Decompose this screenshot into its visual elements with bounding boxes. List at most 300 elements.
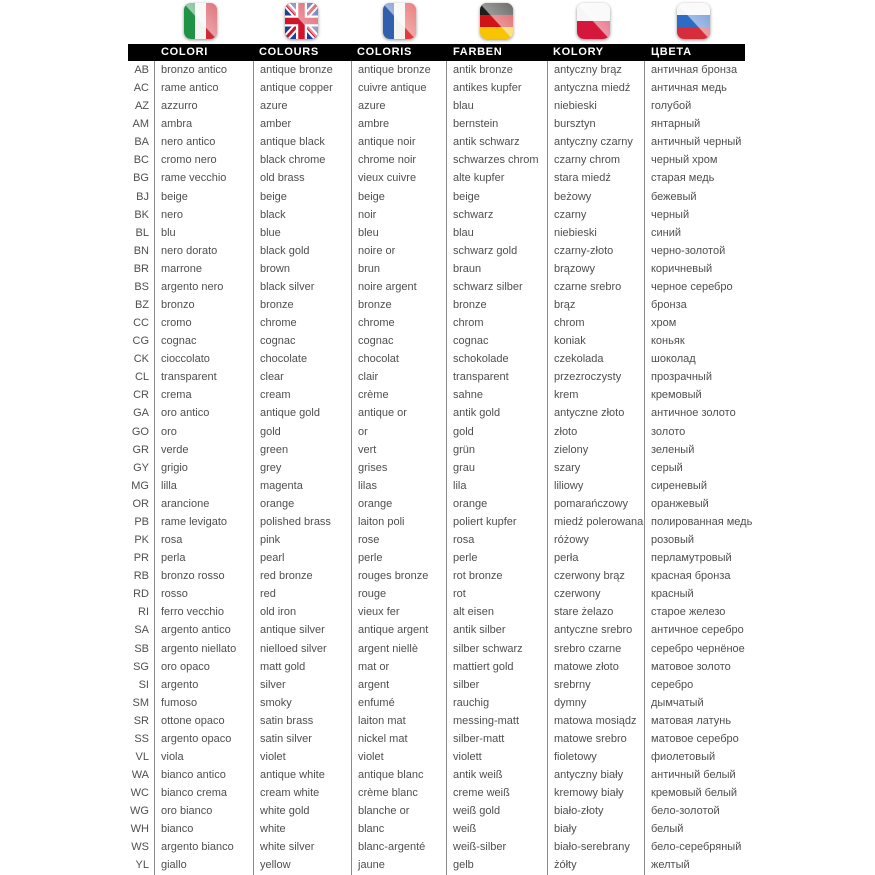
cell-de: transparent — [447, 368, 548, 386]
cell-en: red — [254, 585, 352, 603]
cell-ru: матовое серебро — [651, 732, 739, 745]
cell-it: bianco — [155, 820, 254, 838]
row-code: SS — [128, 730, 155, 748]
cell-fr: bronze — [352, 296, 447, 314]
cell-it: argento — [155, 676, 254, 694]
cell-fr: antique bronze — [352, 61, 447, 79]
cell-it: nero antico — [155, 133, 254, 151]
cell-it: transparent — [155, 368, 254, 386]
cell-ru: бело-золотой — [651, 805, 720, 818]
row-code: BK — [128, 206, 155, 224]
cell-de: alte kupfer — [447, 169, 548, 187]
cell-it: crema — [155, 386, 254, 404]
cell-ru: коньяк — [651, 335, 685, 348]
cell-pl: srebro czarne — [548, 640, 645, 658]
cell-en: grey — [254, 459, 352, 477]
cell-pl: antyczna miedź — [548, 79, 645, 97]
row-code: GY — [128, 459, 155, 477]
cell-en: black chrome — [254, 151, 352, 169]
cell-fr: crème — [352, 386, 447, 404]
cell-en: gold — [254, 423, 352, 441]
cell-de: antik silber — [447, 621, 548, 639]
cell-fr: laiton poli — [352, 513, 447, 531]
cell-ru: серебро — [651, 678, 694, 691]
cell-fr: or — [352, 423, 447, 441]
cell-pl: żółty — [548, 856, 645, 874]
cell-de: beige — [447, 188, 548, 206]
cell-ru: черный хром — [651, 154, 718, 167]
cell-ru: кремовый белый — [651, 787, 738, 800]
cell-fr: orange — [352, 495, 447, 513]
row-code: AB — [128, 61, 155, 79]
cell-de: antik bronze — [447, 61, 548, 79]
cell-ru: бронза — [651, 299, 687, 312]
cell-pl: czekolada — [548, 350, 645, 368]
cell-en: black — [254, 206, 352, 224]
cell-pl: biało-złoty — [548, 802, 645, 820]
cell-de: violett — [447, 748, 548, 766]
row-code: VL — [128, 748, 155, 766]
cell-it: rame levigato — [155, 513, 254, 531]
cell-pl: pomarańczowy — [548, 495, 645, 513]
cell-it: rame antico — [155, 79, 254, 97]
cell-it: ambra — [155, 115, 254, 133]
cell-fr: enfumé — [352, 694, 447, 712]
cell-it: arancione — [155, 495, 254, 513]
cell-pl: czarny — [548, 206, 645, 224]
row-code: BZ — [128, 296, 155, 314]
row-code: GA — [128, 404, 155, 422]
cell-en: antique bronze — [254, 61, 352, 79]
cell-ru: дымчатый — [651, 696, 704, 709]
cell-en: silver — [254, 676, 352, 694]
cell-it: ottone opaco — [155, 712, 254, 730]
cell-it: marrone — [155, 260, 254, 278]
cell-de: perle — [447, 549, 548, 567]
cell-en: azure — [254, 97, 352, 115]
cell-en: white silver — [254, 838, 352, 856]
cell-fr: cognac — [352, 332, 447, 350]
cell-fr: violet — [352, 748, 447, 766]
cell-pl: czerwony brąz — [548, 567, 645, 585]
cell-ru: серый — [651, 461, 683, 474]
cell-pl: czarne srebro — [548, 278, 645, 296]
row-code: BG — [128, 169, 155, 187]
italy-flag-icon — [184, 3, 217, 39]
cell-de: creme weiß — [447, 784, 548, 802]
cell-de: weiß-silber — [447, 838, 548, 856]
row-code: BA — [128, 133, 155, 151]
column-header-colours: COLOURS — [259, 46, 319, 58]
cell-pl: bursztyn — [548, 115, 645, 133]
cell-ru: шоколад — [651, 353, 696, 366]
cell-pl: niebieski — [548, 224, 645, 242]
cell-pl: biały — [548, 820, 645, 838]
cell-fr: chrome noir — [352, 151, 447, 169]
row-code: CL — [128, 368, 155, 386]
cell-it: giallo — [155, 856, 254, 874]
cell-de: messing-matt — [447, 712, 548, 730]
cell-en: smoky — [254, 694, 352, 712]
cell-fr: beige — [352, 188, 447, 206]
cell-pl: czarny-złoto — [548, 242, 645, 260]
row-code: WG — [128, 802, 155, 820]
cell-en: blue — [254, 224, 352, 242]
cell-fr: chocolat — [352, 350, 447, 368]
cell-de: schokolade — [447, 350, 548, 368]
cell-en: bronze — [254, 296, 352, 314]
cell-ru: желтый — [651, 859, 690, 872]
cell-fr: antique or — [352, 404, 447, 422]
cell-pl: antyczny brąz — [548, 61, 645, 79]
poland-flag-icon — [577, 3, 610, 39]
cell-pl: perła — [548, 549, 645, 567]
cell-it: argento niellato — [155, 640, 254, 658]
cell-fr: mat or — [352, 658, 447, 676]
column-header-kolory: KOLORY — [553, 46, 604, 58]
column-header-bar — [128, 44, 745, 61]
cell-it: ferro vecchio — [155, 603, 254, 621]
cell-fr: clair — [352, 368, 447, 386]
row-code: OR — [128, 495, 155, 513]
cell-ru: античная бронза — [651, 64, 738, 76]
cell-pl: miedź polerowana — [548, 513, 645, 531]
cell-en: polished brass — [254, 513, 352, 531]
cell-ru: хром — [651, 317, 677, 330]
cell-en: yellow — [254, 856, 352, 874]
cell-ru: перламутровый — [651, 552, 732, 565]
column-header-cveta: ЦВЕТА — [651, 46, 692, 58]
russia-flag-icon — [677, 3, 710, 39]
cell-fr: rouges bronze — [352, 567, 447, 585]
cell-it: rame vecchio — [155, 169, 254, 187]
row-code: CK — [128, 350, 155, 368]
cell-it: verde — [155, 441, 254, 459]
row-code: MG — [128, 477, 155, 495]
cell-it: bianco crema — [155, 784, 254, 802]
row-code: BN — [128, 242, 155, 260]
cell-en: matt gold — [254, 658, 352, 676]
cell-en: white — [254, 820, 352, 838]
cell-pl: złoto — [548, 423, 645, 441]
cell-fr: noire argent — [352, 278, 447, 296]
cell-it: oro antico — [155, 404, 254, 422]
row-code: BJ — [128, 188, 155, 206]
cell-it: cognac — [155, 332, 254, 350]
cell-pl: matowa mosiądz — [548, 712, 645, 730]
cell-it: argento antico — [155, 621, 254, 639]
cell-en: chocolate — [254, 350, 352, 368]
cell-de: weiß — [447, 820, 548, 838]
cell-fr: azure — [352, 97, 447, 115]
cell-pl: czarny chrom — [548, 151, 645, 169]
cell-ru: матовое золото — [651, 660, 731, 673]
cell-it: bianco antico — [155, 766, 254, 784]
cell-fr: noire or — [352, 242, 447, 260]
cell-de: rot bronze — [447, 567, 548, 585]
cell-ru: старая медь — [651, 172, 715, 185]
cell-fr: rouge — [352, 585, 447, 603]
cell-ru: оранжевый — [651, 497, 709, 510]
column-header-coloris: COLORIS — [357, 46, 413, 58]
cell-fr: antique noir — [352, 133, 447, 151]
cell-it: fumoso — [155, 694, 254, 712]
row-code: CR — [128, 386, 155, 404]
column-header-colori: COLORI — [161, 46, 208, 58]
row-code: AC — [128, 79, 155, 97]
cell-pl: antyczny biały — [548, 766, 645, 784]
cell-de: blau — [447, 97, 548, 115]
row-code: CC — [128, 314, 155, 332]
cell-pl: matowe srebro — [548, 730, 645, 748]
germany-flag-icon — [480, 3, 513, 39]
cell-fr: noir — [352, 206, 447, 224]
cell-de: silber schwarz — [447, 640, 548, 658]
cell-pl: stare żelazo — [548, 603, 645, 621]
cell-en: antique black — [254, 133, 352, 151]
cell-ru: черно-золотой — [651, 244, 726, 257]
cell-it: nero dorato — [155, 242, 254, 260]
cell-en: satin brass — [254, 712, 352, 730]
cell-de: schwarz silber — [447, 278, 548, 296]
cell-pl: koniak — [548, 332, 645, 350]
row-code: WH — [128, 820, 155, 838]
cell-pl: biało-serebrany — [548, 838, 645, 856]
cell-ru: бежевый — [651, 190, 697, 203]
cell-fr: perle — [352, 549, 447, 567]
cell-ru: кремовый — [651, 389, 702, 402]
cell-en: cream white — [254, 784, 352, 802]
cell-it: bronzo — [155, 296, 254, 314]
cell-fr: cuivre antique — [352, 79, 447, 97]
cell-ru: старое железо — [651, 606, 726, 619]
cell-pl: dymny — [548, 694, 645, 712]
cell-ru: матовая латунь — [651, 714, 732, 727]
row-code: BC — [128, 151, 155, 169]
cell-en: white gold — [254, 802, 352, 820]
cell-it: perla — [155, 549, 254, 567]
row-code: AZ — [128, 97, 155, 115]
cell-ru: прозрачный — [651, 371, 712, 384]
cell-pl: czerwony — [548, 585, 645, 603]
cell-de: grün — [447, 441, 548, 459]
cell-pl: liliowy — [548, 477, 645, 495]
cell-en: brown — [254, 260, 352, 278]
cell-en: orange — [254, 495, 352, 513]
cell-it: oro — [155, 423, 254, 441]
cell-en: chrome — [254, 314, 352, 332]
row-code: RB — [128, 567, 155, 585]
cell-ru: античный белый — [651, 769, 736, 782]
cell-it: cromo nero — [155, 151, 254, 169]
cell-pl: szary — [548, 459, 645, 477]
row-code: YL — [128, 856, 155, 874]
cell-en: black silver — [254, 278, 352, 296]
cell-it: blu — [155, 224, 254, 242]
cell-fr: antique argent — [352, 621, 447, 639]
cell-de: schwarz gold — [447, 242, 548, 260]
cell-de: rauchig — [447, 694, 548, 712]
cell-fr: vert — [352, 441, 447, 459]
row-code: PK — [128, 531, 155, 549]
cell-ru: голубой — [651, 100, 692, 113]
cell-it: rosso — [155, 585, 254, 603]
cell-de: gelb — [447, 856, 548, 874]
cell-en: green — [254, 441, 352, 459]
cell-ru: черное серебро — [651, 280, 733, 293]
cell-pl: fioletowy — [548, 748, 645, 766]
cell-fr: argent — [352, 676, 447, 694]
france-flag-icon — [383, 3, 416, 39]
cell-ru: янтарный — [651, 118, 701, 131]
cell-de: antikes kupfer — [447, 79, 548, 97]
cell-ru: бело-серебряный — [651, 841, 742, 854]
color-table-body — [128, 61, 875, 875]
cell-de: antik schwarz — [447, 133, 548, 151]
cell-ru: античное серебро — [651, 624, 744, 637]
cell-pl: przezroczysty — [548, 368, 645, 386]
cell-it: grigio — [155, 459, 254, 477]
cell-en: pearl — [254, 549, 352, 567]
cell-de: chrom — [447, 314, 548, 332]
cell-it: nero — [155, 206, 254, 224]
cell-en: satin silver — [254, 730, 352, 748]
cell-ru: зеленый — [651, 443, 695, 456]
cell-it: beige — [155, 188, 254, 206]
cell-pl: stara miedź — [548, 169, 645, 187]
cell-de: sahne — [447, 386, 548, 404]
cell-en: antique white — [254, 766, 352, 784]
cell-en: beige — [254, 188, 352, 206]
cell-fr: blanche or — [352, 802, 447, 820]
cell-fr: ambre — [352, 115, 447, 133]
cell-fr: laiton mat — [352, 712, 447, 730]
cell-ru: золото — [651, 425, 686, 438]
cell-de: bernstein — [447, 115, 548, 133]
cell-it: oro opaco — [155, 658, 254, 676]
cell-en: antique gold — [254, 404, 352, 422]
cell-de: rot — [447, 585, 548, 603]
cell-fr: blanc-argenté — [352, 838, 447, 856]
cell-it: cioccolato — [155, 350, 254, 368]
cell-fr: vieux cuivre — [352, 169, 447, 187]
cell-de: braun — [447, 260, 548, 278]
cell-fr: jaune — [352, 856, 447, 874]
row-code: SR — [128, 712, 155, 730]
cell-ru: красный — [651, 588, 694, 601]
row-code: SB — [128, 640, 155, 658]
cell-it: bronzo rosso — [155, 567, 254, 585]
cell-de: alt eisen — [447, 603, 548, 621]
cell-de: blau — [447, 224, 548, 242]
row-code: SA — [128, 621, 155, 639]
cell-ru: серебро чернёное — [651, 642, 745, 655]
row-code: WS — [128, 838, 155, 856]
cell-en: red bronze — [254, 567, 352, 585]
cell-de: antik weiß — [447, 766, 548, 784]
row-code: RI — [128, 603, 155, 621]
cell-it: cromo — [155, 314, 254, 332]
cell-pl: zielony — [548, 441, 645, 459]
row-code: CG — [128, 332, 155, 350]
cell-en: pink — [254, 531, 352, 549]
cell-pl: antyczny czarny — [548, 133, 645, 151]
cell-de: weiß gold — [447, 802, 548, 820]
cell-ru: фиолетовый — [651, 750, 716, 763]
cell-pl: beżowy — [548, 188, 645, 206]
row-code: RD — [128, 585, 155, 603]
cell-en: nielloed silver — [254, 640, 352, 658]
cell-fr: rose — [352, 531, 447, 549]
row-code: GO — [128, 423, 155, 441]
cell-ru: белый — [651, 823, 684, 836]
cell-it: rosa — [155, 531, 254, 549]
cell-de: gold — [447, 423, 548, 441]
cell-fr: bleu — [352, 224, 447, 242]
cell-en: old iron — [254, 603, 352, 621]
cell-pl: krem — [548, 386, 645, 404]
cell-ru: античное золото — [651, 407, 736, 420]
cell-de: antik gold — [447, 404, 548, 422]
cell-it: argento nero — [155, 278, 254, 296]
cell-fr: nickel mat — [352, 730, 447, 748]
cell-pl: antyczne złoto — [548, 404, 645, 422]
cell-ru: синий — [651, 226, 682, 239]
cell-fr: brun — [352, 260, 447, 278]
row-code: SI — [128, 676, 155, 694]
row-code: WA — [128, 766, 155, 784]
cell-it: argento bianco — [155, 838, 254, 856]
cell-de: grau — [447, 459, 548, 477]
row-code: GR — [128, 441, 155, 459]
row-code: BS — [128, 278, 155, 296]
cell-en: clear — [254, 368, 352, 386]
cell-en: black gold — [254, 242, 352, 260]
cell-ru: черный — [651, 208, 690, 221]
cell-ru: розовый — [651, 534, 695, 547]
cell-de: schwarzes chrom — [447, 151, 548, 169]
cell-en: old brass — [254, 169, 352, 187]
cell-it: oro bianco — [155, 802, 254, 820]
cell-ru: красная бронза — [651, 570, 731, 583]
row-code: PB — [128, 513, 155, 531]
row-code: BL — [128, 224, 155, 242]
cell-pl: kremowy biały — [548, 784, 645, 802]
cell-de: schwarz — [447, 206, 548, 224]
row-code: BR — [128, 260, 155, 278]
cell-fr: grises — [352, 459, 447, 477]
cell-pl: antyczne srebro — [548, 621, 645, 639]
cell-ru: античная медь — [651, 82, 727, 95]
cell-ru: сиреневый — [651, 479, 707, 492]
cell-de: silber-matt — [447, 730, 548, 748]
cell-de: bronze — [447, 296, 548, 314]
cell-fr: antique blanc — [352, 766, 447, 784]
cell-en: antique silver — [254, 621, 352, 639]
cell-fr: chrome — [352, 314, 447, 332]
cell-fr: argent niellè — [352, 640, 447, 658]
cell-fr: vieux fer — [352, 603, 447, 621]
cell-en: antique copper — [254, 79, 352, 97]
cell-ru: полированная медь — [651, 515, 753, 528]
cell-pl: matowe złoto — [548, 658, 645, 676]
cell-it: viola — [155, 748, 254, 766]
uk-flag-icon — [285, 3, 318, 39]
cell-ru: античный черный — [651, 136, 742, 149]
cell-de: cognac — [447, 332, 548, 350]
cell-en: magenta — [254, 477, 352, 495]
cell-fr: lilas — [352, 477, 447, 495]
